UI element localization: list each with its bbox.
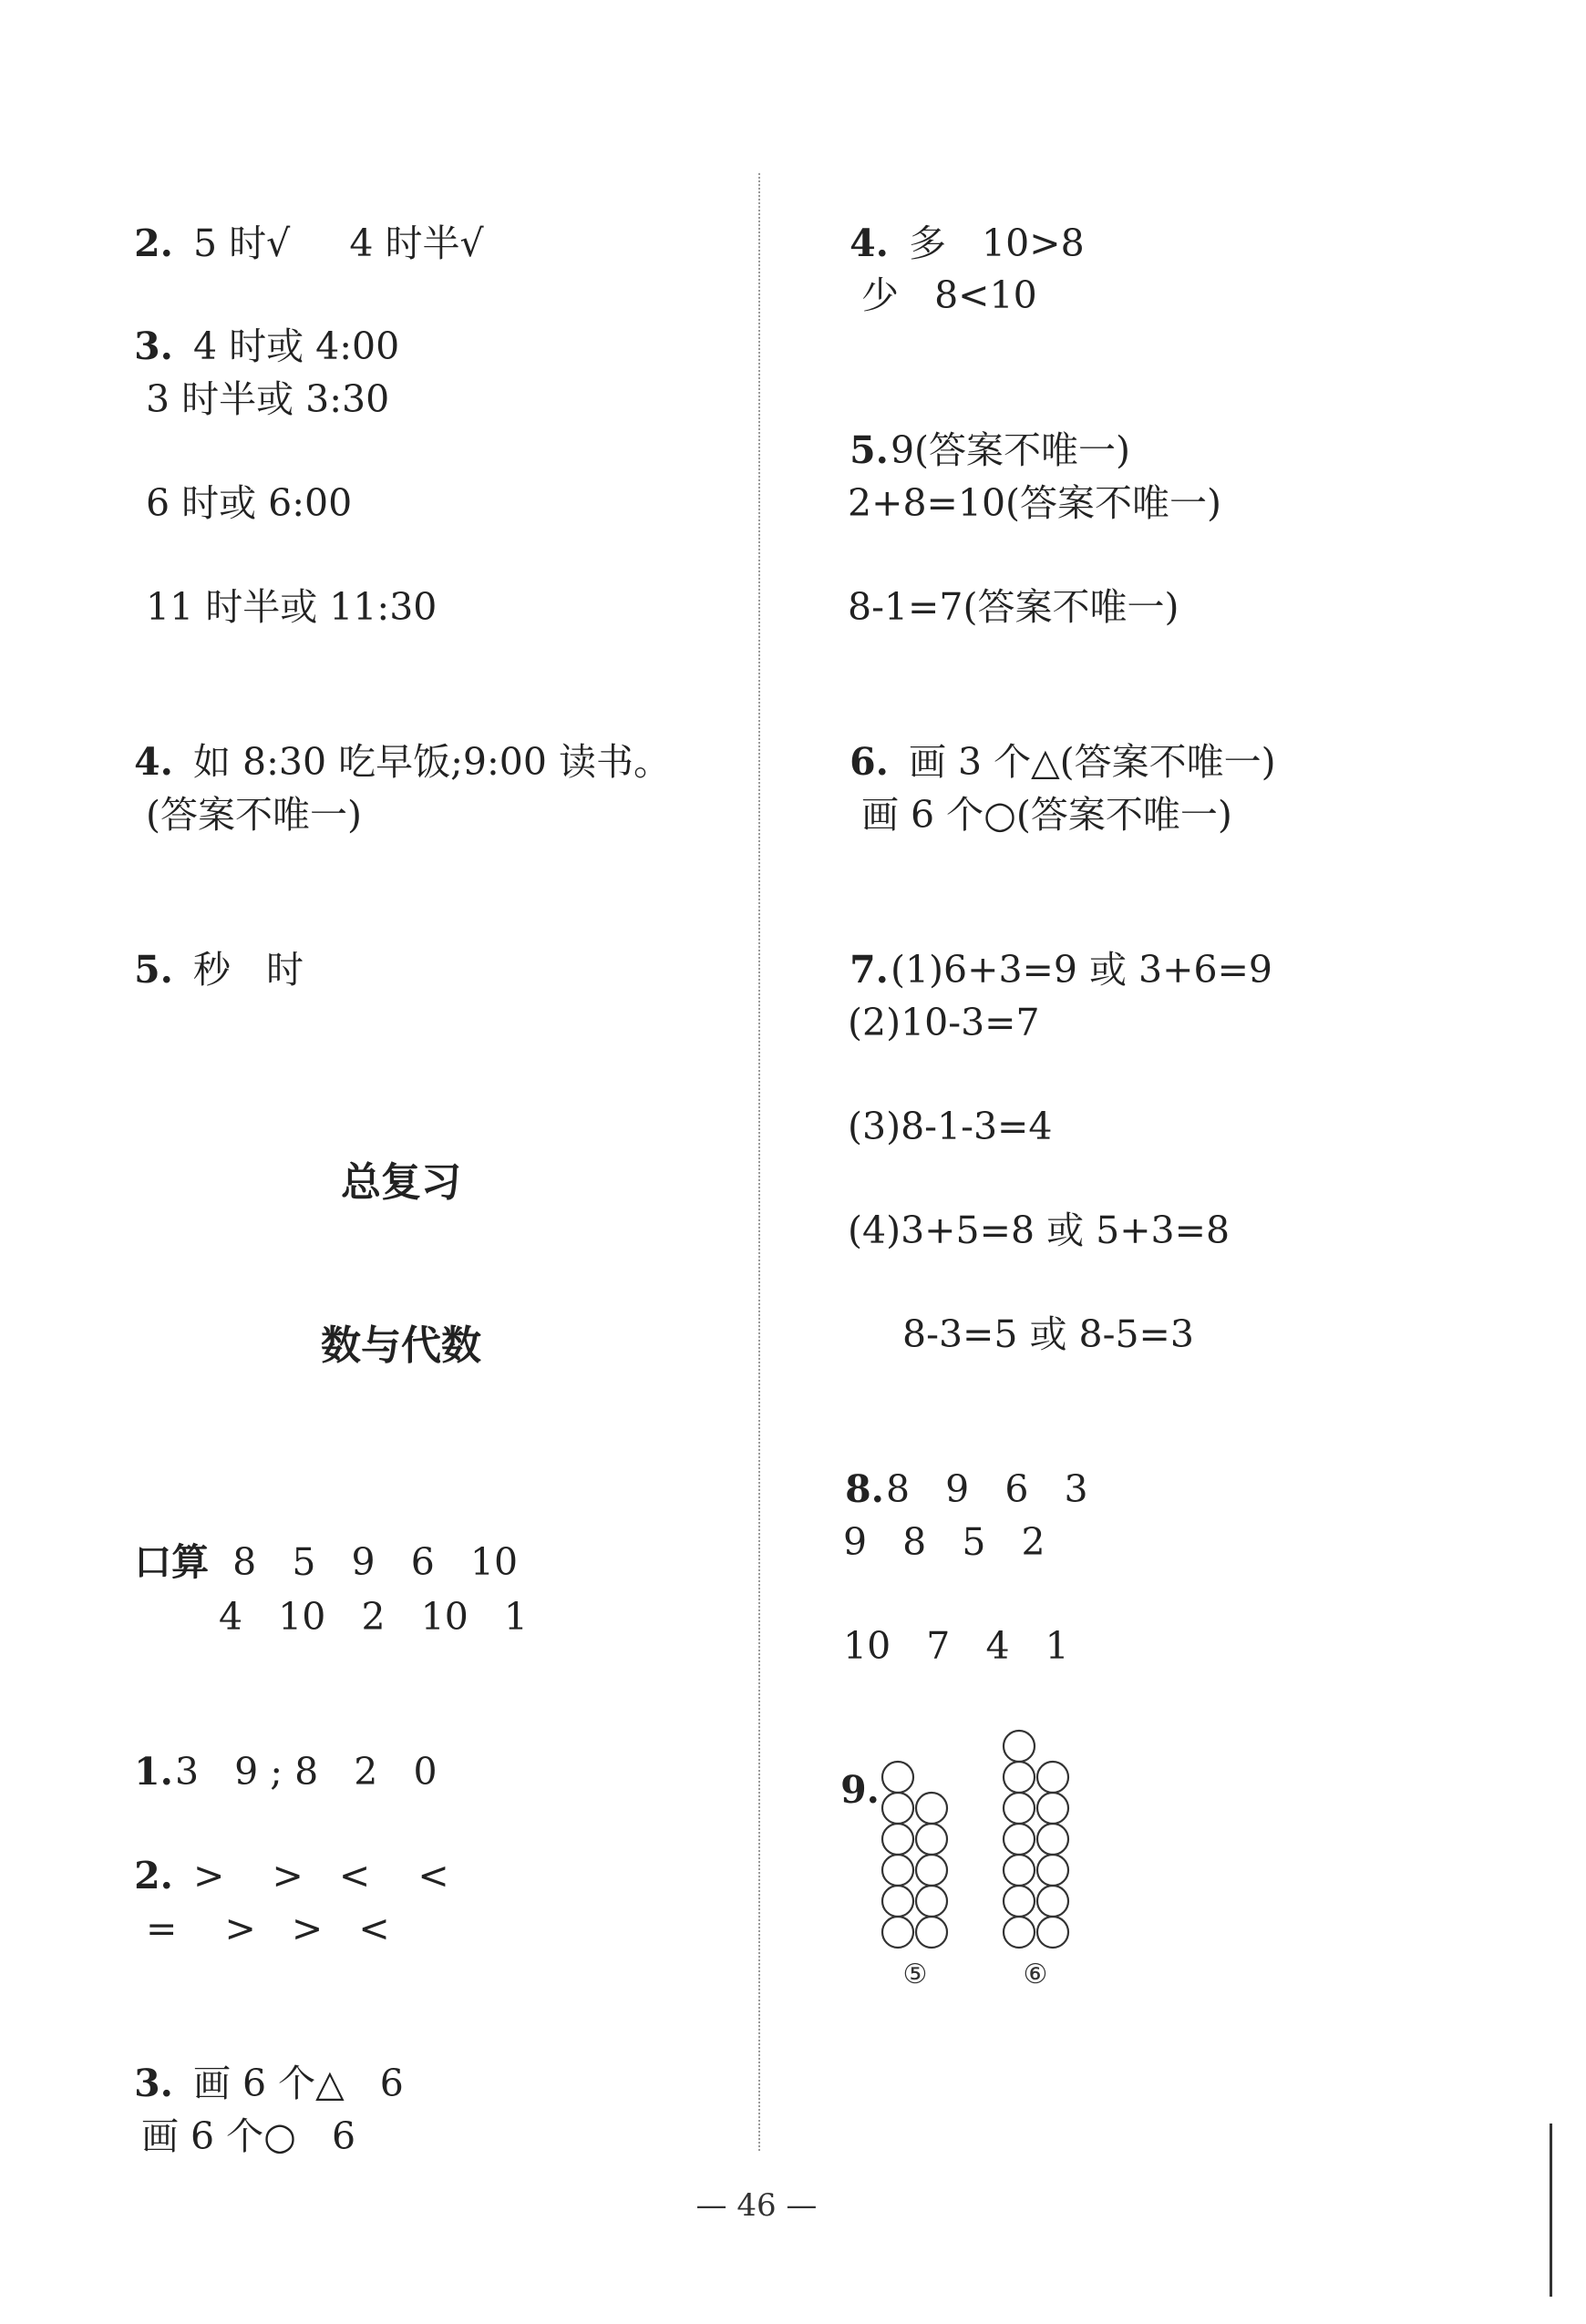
left-a3-row2: 画 6 个○ 6 [141,2114,356,2158]
right-q9: 9. [840,1768,880,1812]
right-q7-line5: 8-3=5 或 8-5=3 [902,1312,1194,1356]
left-a3-row1: 3. 画 6 个△ 6 [134,2062,404,2105]
bead [1004,1824,1035,1855]
left-a2-row2: = > > < [146,1907,390,1950]
bead-stack-5 [882,1762,947,1948]
bead [1037,1917,1068,1948]
page-edge-line [1550,2123,1552,2297]
bead [1004,1762,1035,1793]
bead-stacks-figure [857,1713,1094,1996]
right-q8-line3: 10 7 4 1 [843,1624,1069,1668]
bead [1037,1855,1068,1886]
bead [882,1886,913,1917]
right-q7-line3: (3)8-1-3=4 [848,1105,1053,1148]
bead [1004,1917,1035,1948]
bead-label-6: ⑥ [1023,1959,1048,1990]
bead [1004,1793,1035,1824]
kousuan-row1: 口算 8 5 9 6 10 [134,1540,519,1584]
bead [916,1917,947,1948]
bead [1037,1762,1068,1793]
left-q3-line3: 6 时或 6:00 [146,481,353,525]
left-q3-line1: 3. 4 时或 4:00 [134,324,400,368]
right-q8-line1: 8.8 9 6 3 [845,1467,1088,1511]
bead [1004,1886,1035,1917]
left-q5: 5. 秒 时 [134,948,304,992]
bead [916,1793,947,1824]
section-title: 总复习 [341,1159,461,1206]
bead [916,1855,947,1886]
bead [1037,1886,1068,1917]
right-q4-row2: 少 8<10 [861,273,1037,317]
right-q7-line2: (2)10-3=7 [848,1001,1040,1044]
bead [882,1824,913,1855]
bead [882,1793,913,1824]
right-q5-line2: 2+8=10(答案不唯一) [848,481,1222,525]
right-q7-line4: (4)3+5=8 或 5+3=8 [848,1208,1231,1252]
left-q4-line2: (答案不唯一) [146,793,362,837]
kousuan-row2: 4 10 2 10 1 [219,1595,528,1639]
bead-label-5: ⑤ [902,1959,928,1990]
bead [1037,1824,1068,1855]
bead [916,1886,947,1917]
bead [1004,1731,1035,1762]
left-q4-line1: 4. 如 8:30 吃早饭;9:00 读书。 [134,740,672,784]
bead [916,1824,947,1855]
right-q7-line1: 7.(1)6+3=9 或 3+6=9 [850,948,1273,992]
left-a2-row1: 2. > > < < [134,1854,449,1897]
bead [1004,1855,1035,1886]
left-q3-line2: 3 时半或 3:30 [146,377,390,421]
left-q2: 2. 5 时√ 4 时半√ [134,221,484,265]
left-q3-line4: 11 时半或 11:30 [146,585,438,629]
bead [882,1762,913,1793]
subsection-title: 数与代数 [321,1322,481,1369]
right-q6-row2: 画 6 个○(答案不唯一) [861,793,1232,837]
bead [1037,1793,1068,1824]
right-q5-line1: 5.9(答案不唯一) [850,428,1131,472]
page-number: — 46 — [695,2187,818,2224]
bead [882,1917,913,1948]
bead [882,1855,913,1886]
right-q4-row1: 4. 多 10>8 [850,221,1085,265]
right-q6-row1: 6. 画 3 个△(答案不唯一) [850,740,1276,784]
column-divider [758,173,760,2151]
right-q5-line3: 8-1=7(答案不唯一) [848,585,1179,629]
right-q8-line2: 9 8 5 2 [843,1520,1045,1564]
bead-stack-6 [1004,1731,1068,1948]
left-a1: 1.3 9 ; 8 2 0 [134,1750,438,1794]
